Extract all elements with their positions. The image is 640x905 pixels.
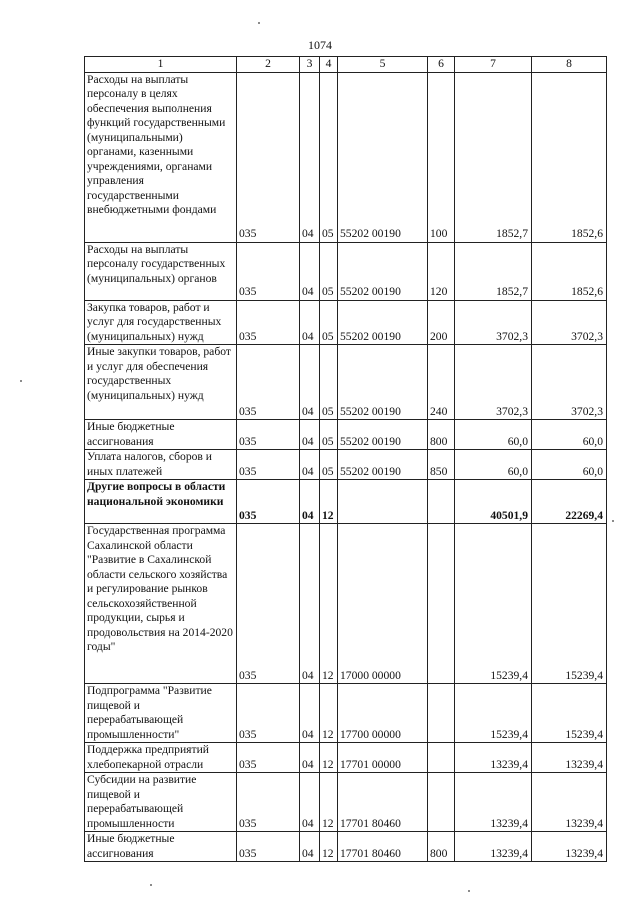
section-code: 04: [300, 684, 320, 743]
ministry-code: 035: [237, 450, 300, 480]
amount-year-2: 15239,4: [532, 684, 607, 743]
target-article-code: 17700 00000: [338, 684, 428, 743]
ministry-code: 035: [237, 480, 300, 524]
target-article-code: 55202 00190: [338, 450, 428, 480]
subsection-code: 12: [320, 773, 338, 832]
subsection-code: 05: [320, 345, 338, 420]
section-code: 04: [300, 773, 320, 832]
ministry-code: 035: [237, 684, 300, 743]
subsection-code: 05: [320, 242, 338, 300]
amount-year-1: 3702,3: [455, 345, 532, 420]
amount-year-2: 1852,6: [532, 242, 607, 300]
expense-type-code: 100: [428, 72, 455, 242]
subsection-code: 05: [320, 72, 338, 242]
expense-type-code: 800: [428, 420, 455, 450]
table-row: [85, 743, 607, 773]
section-code: 04: [300, 420, 320, 450]
subsection-code: 12: [320, 480, 338, 524]
expense-type-code: [428, 524, 455, 684]
table-row: [85, 242, 607, 300]
ministry-code: 035: [237, 72, 300, 242]
amount-year-1: 15239,4: [455, 524, 532, 684]
amount-year-1: 40501,9: [455, 480, 532, 524]
column-header: 2: [237, 57, 300, 73]
section-code: 04: [300, 524, 320, 684]
column-header: 6: [428, 57, 455, 73]
amount-year-2: 60,0: [532, 450, 607, 480]
subsection-code: 05: [320, 300, 338, 345]
section-code: 04: [300, 832, 320, 862]
amount-year-1: 1852,7: [455, 72, 532, 242]
row-name: Другие вопросы в области национальной экономики: [85, 480, 237, 524]
table-row: [85, 773, 607, 832]
table-row: [85, 450, 607, 480]
expense-type-code: [428, 480, 455, 524]
table-header-row: [85, 57, 607, 73]
amount-year-1: 3702,3: [455, 300, 532, 345]
column-header: 3: [300, 57, 320, 73]
row-name: Расходы на выплаты персоналу государственных (муниципальных) органов: [85, 242, 237, 300]
row-name: Закупка товаров, работ и услуг для государственных (муниципальных) нужд: [85, 300, 237, 345]
row-name: Уплата налогов, сборов и иных платежей: [85, 450, 237, 480]
amount-year-1: 13239,4: [455, 832, 532, 862]
expense-type-code: 120: [428, 242, 455, 300]
section-code: 04: [300, 345, 320, 420]
table-row: [85, 524, 607, 684]
budget-table: [84, 56, 607, 862]
amount-year-2: 13239,4: [532, 832, 607, 862]
row-name: Подпрограмма "Развитие пищевой и перерабатывающей промышленности": [85, 684, 237, 743]
section-code: 04: [300, 72, 320, 242]
column-header: 8: [532, 57, 607, 73]
target-article-code: 55202 00190: [338, 345, 428, 420]
ministry-code: 035: [237, 743, 300, 773]
column-header: 1: [85, 57, 237, 73]
expense-type-code: [428, 684, 455, 743]
subsection-code: 12: [320, 684, 338, 743]
scan-speck: [150, 884, 152, 886]
table-row: [85, 420, 607, 450]
table-body: [85, 57, 607, 862]
ministry-code: 035: [237, 773, 300, 832]
row-name: Иные закупки товаров, работ и услуг для обеспечения государственных (муниципальных) нужд: [85, 345, 237, 420]
expense-type-code: 800: [428, 832, 455, 862]
ministry-code: 035: [237, 242, 300, 300]
ministry-code: 035: [237, 420, 300, 450]
target-article-code: 17701 80460: [338, 773, 428, 832]
section-code: 04: [300, 743, 320, 773]
scan-speck: [468, 890, 470, 892]
section-code: 04: [300, 480, 320, 524]
amount-year-1: 13239,4: [455, 743, 532, 773]
target-article-code: 55202 00190: [338, 72, 428, 242]
expense-type-code: 200: [428, 300, 455, 345]
amount-year-2: 1852,6: [532, 72, 607, 242]
amount-year-2: 3702,3: [532, 300, 607, 345]
subsection-code: 12: [320, 743, 338, 773]
subsection-code: 05: [320, 450, 338, 480]
section-code: 04: [300, 450, 320, 480]
amount-year-2: 13239,4: [532, 743, 607, 773]
page-number: 1074: [308, 38, 332, 52]
row-name: Расходы на выплаты персоналу в целях обеспечения выполнения функций государственными (муниципальными) органами, казенными учреждениями, органами управления государственными внебюджетными фондами: [85, 72, 237, 242]
ministry-code: 035: [237, 524, 300, 684]
ministry-code: 035: [237, 300, 300, 345]
target-article-code: 17701 80460: [338, 832, 428, 862]
ministry-code: 035: [237, 345, 300, 420]
row-name: Государственная программа Сахалинской области "Развитие в Сахалинской области сельского хозяйства и регулирование рынков сельскохозяйственной продукции, сырья и продовольствия на 2014-2020 годы": [85, 524, 237, 684]
target-article-code: [338, 480, 428, 524]
target-article-code: 55202 00190: [338, 242, 428, 300]
scan-speck: [20, 380, 22, 382]
column-header: 4: [320, 57, 338, 73]
amount-year-2: 22269,4: [532, 480, 607, 524]
amount-year-2: 13239,4: [532, 773, 607, 832]
table-row: [85, 345, 607, 420]
amount-year-2: 3702,3: [532, 345, 607, 420]
amount-year-1: 1852,7: [455, 242, 532, 300]
table-row: [85, 832, 607, 862]
section-code: 04: [300, 300, 320, 345]
row-name: Иные бюджетные ассигнования: [85, 420, 237, 450]
amount-year-1: 60,0: [455, 420, 532, 450]
amount-year-2: 60,0: [532, 420, 607, 450]
amount-year-1: 13239,4: [455, 773, 532, 832]
target-article-code: 55202 00190: [338, 300, 428, 345]
amount-year-2: 15239,4: [532, 524, 607, 684]
target-article-code: 17701 00000: [338, 743, 428, 773]
row-name: Субсидии на развитие пищевой и перерабатывающей промышленности: [85, 773, 237, 832]
scan-speck: [258, 22, 260, 24]
subsection-code: 12: [320, 524, 338, 684]
subsection-code: 12: [320, 832, 338, 862]
expense-type-code: 850: [428, 450, 455, 480]
column-header: 7: [455, 57, 532, 73]
row-name: Поддержка предприятий хлебопекарной отрасли: [85, 743, 237, 773]
expense-type-code: 240: [428, 345, 455, 420]
amount-year-1: 15239,4: [455, 684, 532, 743]
section-code: 04: [300, 242, 320, 300]
table-row: [85, 72, 607, 242]
subsection-code: 05: [320, 420, 338, 450]
table-row: [85, 300, 607, 345]
expense-type-code: [428, 773, 455, 832]
scan-speck: [612, 520, 614, 522]
target-article-code: 17000 00000: [338, 524, 428, 684]
amount-year-1: 60,0: [455, 450, 532, 480]
table-row: [85, 480, 607, 524]
expense-type-code: [428, 743, 455, 773]
target-article-code: 55202 00190: [338, 420, 428, 450]
column-header: 5: [338, 57, 428, 73]
ministry-code: 035: [237, 832, 300, 862]
row-name: Иные бюджетные ассигнования: [85, 832, 237, 862]
table-row: [85, 684, 607, 743]
